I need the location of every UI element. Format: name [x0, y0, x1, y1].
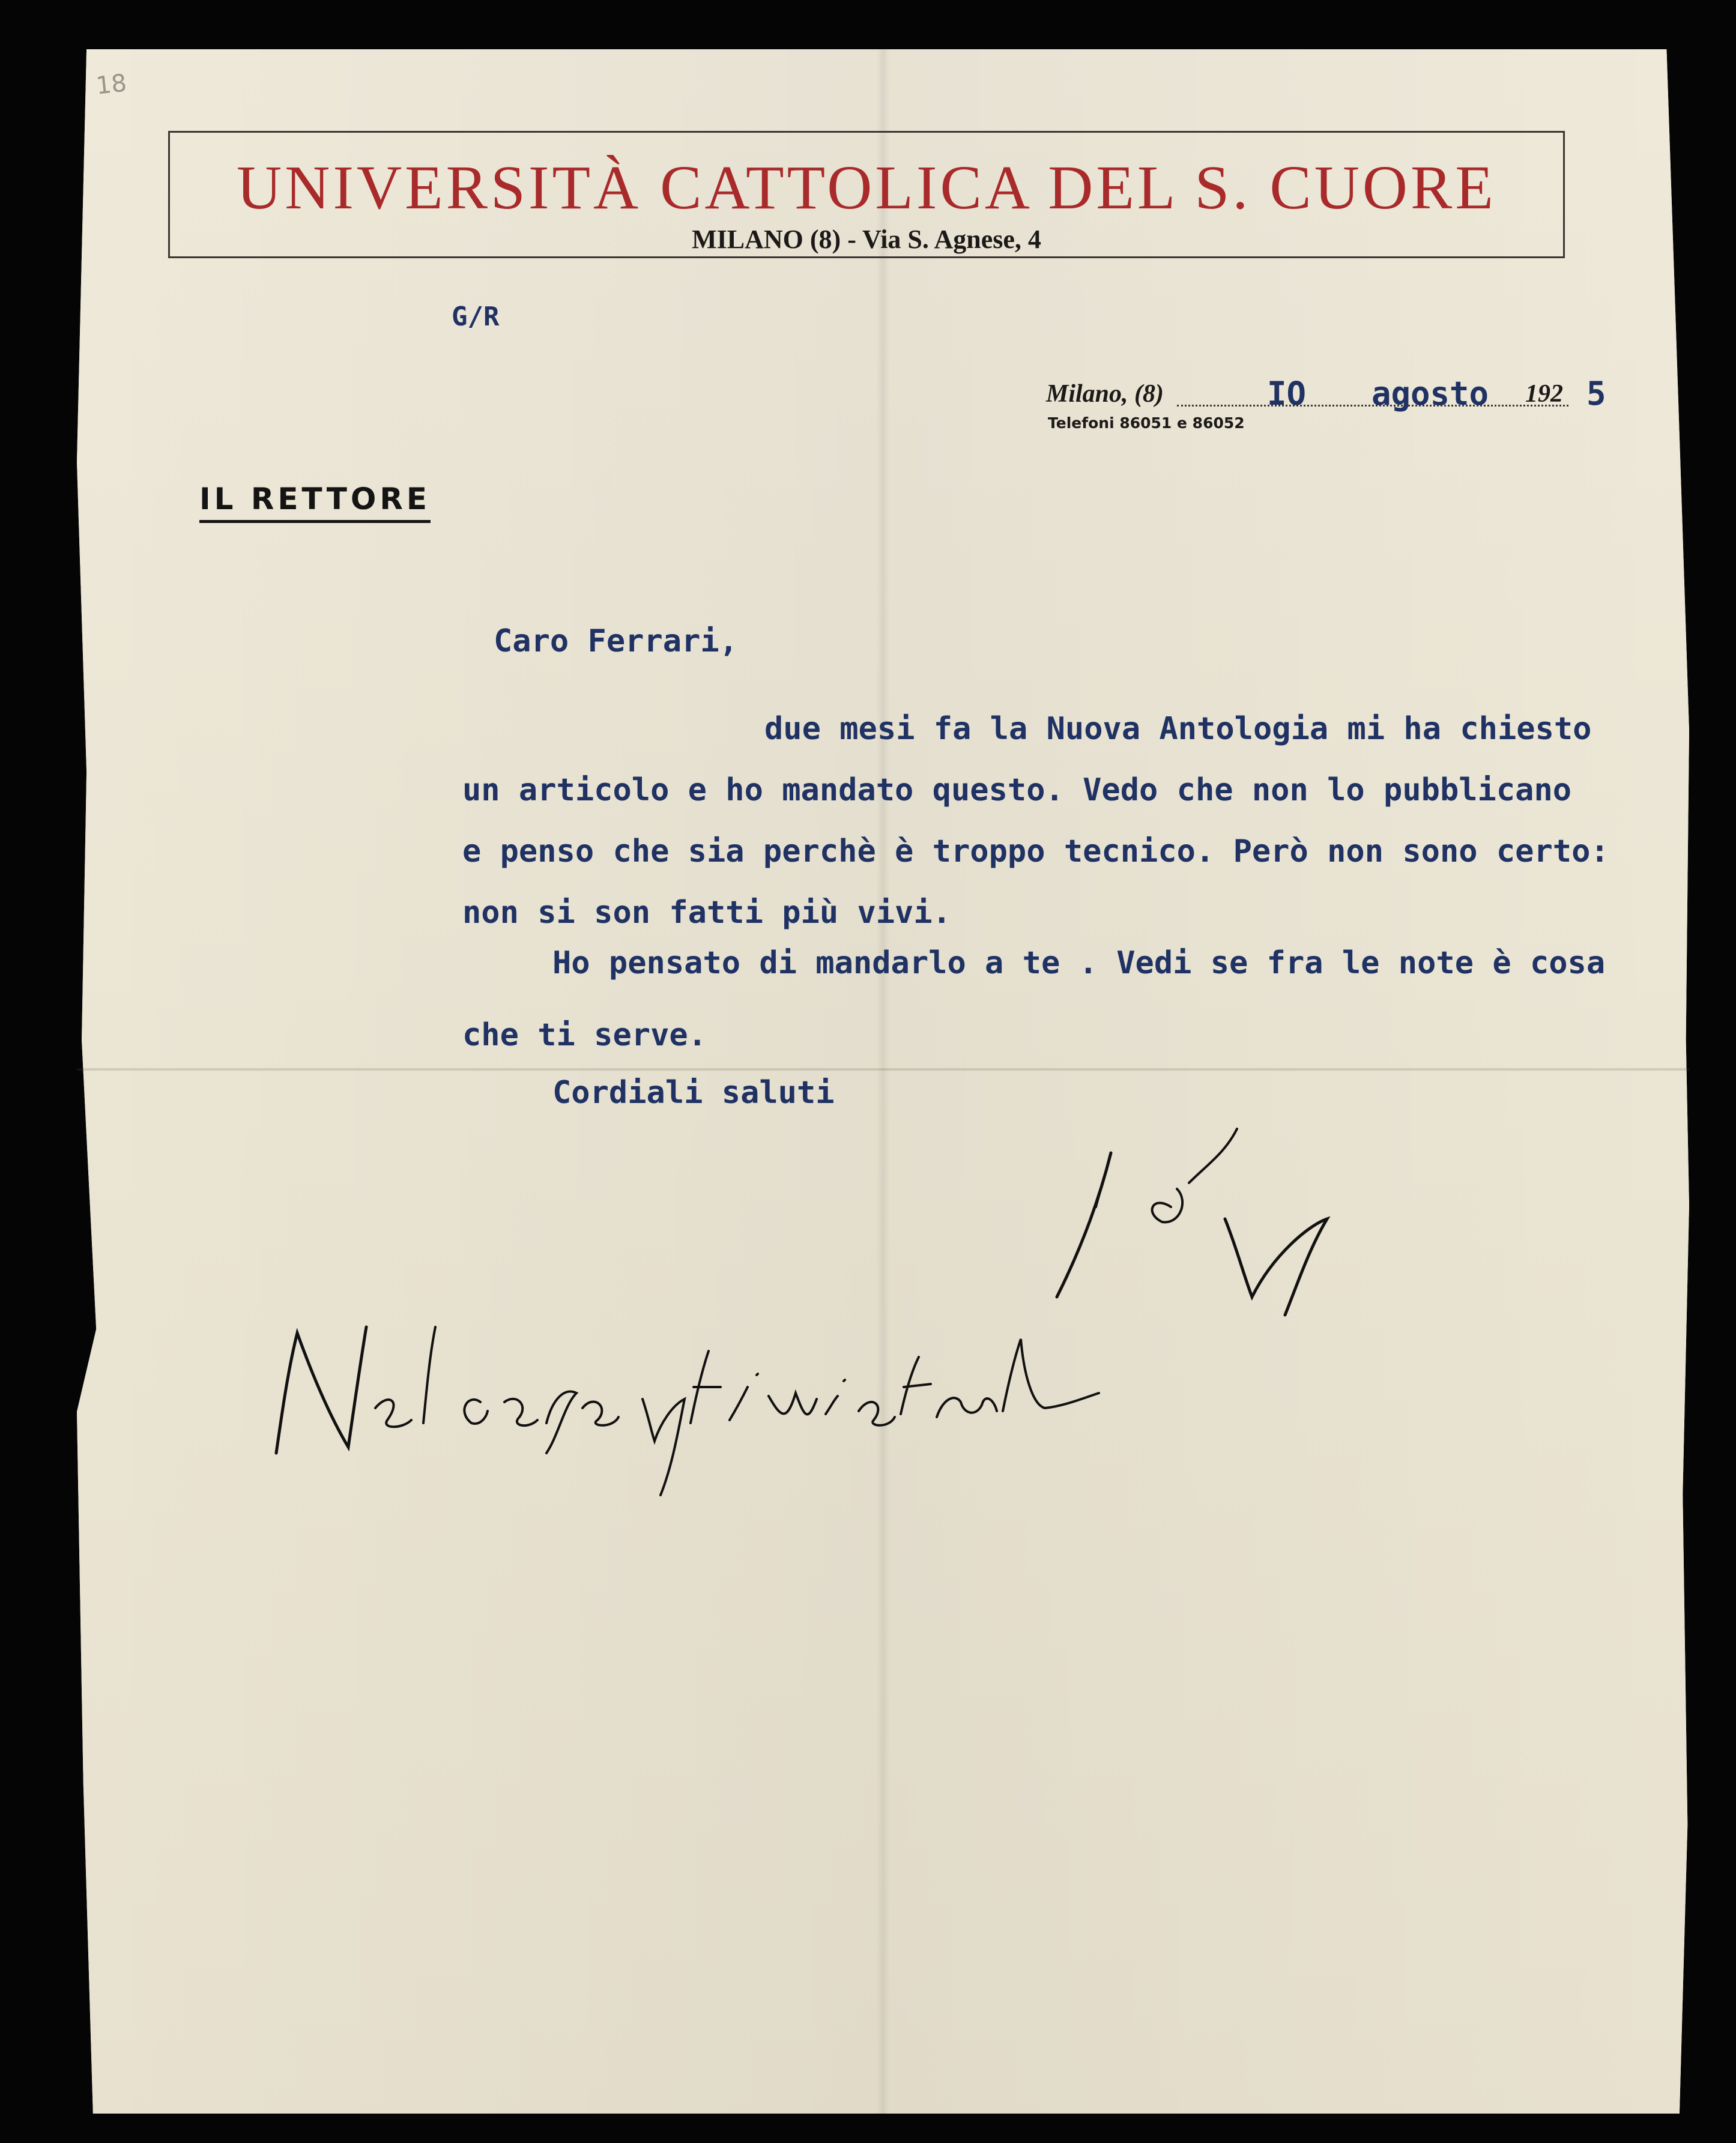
institution-name: UNIVERSITÀ CATTOLICA DEL S. CUORE [237, 153, 1496, 222]
body-line: e penso che sia perchè è troppo tecnico. Però non sono certo: [462, 833, 1609, 869]
dateline-year-digit: 5 [1586, 375, 1606, 413]
dateline-month: agosto [1372, 375, 1489, 413]
handwritten-note-image [264, 1303, 1105, 1501]
office-title: IL RETTORE [199, 482, 431, 523]
phone-numbers: Telefoni 86051 e 86052 [1048, 414, 1245, 432]
salutation: Caro Ferrari, [494, 623, 738, 659]
dateline-day: IO [1267, 375, 1307, 413]
body-line: due mesi fa la Nuova Antologia mi ha chiesto [764, 711, 1592, 747]
dateline [1046, 375, 1604, 411]
body-line: un articolo e ho mandato questo. Vedo che non lo pubblicano [462, 772, 1572, 808]
letterhead [168, 131, 1565, 258]
dateline-year-prefix: 192 [1525, 380, 1563, 408]
body-line: Ho pensato di mandarlo a te . Vedi se fra le note è cosa [552, 945, 1606, 981]
body-line: che ti serve. [462, 1017, 707, 1053]
letter-sheet [77, 49, 1689, 2114]
body-line: non si son fatti più vivi. [462, 895, 951, 931]
archive-pencil-number: 18 [94, 69, 129, 100]
reference-initials: G/R [452, 301, 500, 332]
dateline-place: Milano, (8) [1046, 380, 1164, 408]
institution-address: MILANO (8) - Via S. Agnese, 4 [692, 225, 1041, 254]
fold-crease [77, 1068, 1689, 1071]
closing: Cordiali saluti [552, 1075, 835, 1111]
